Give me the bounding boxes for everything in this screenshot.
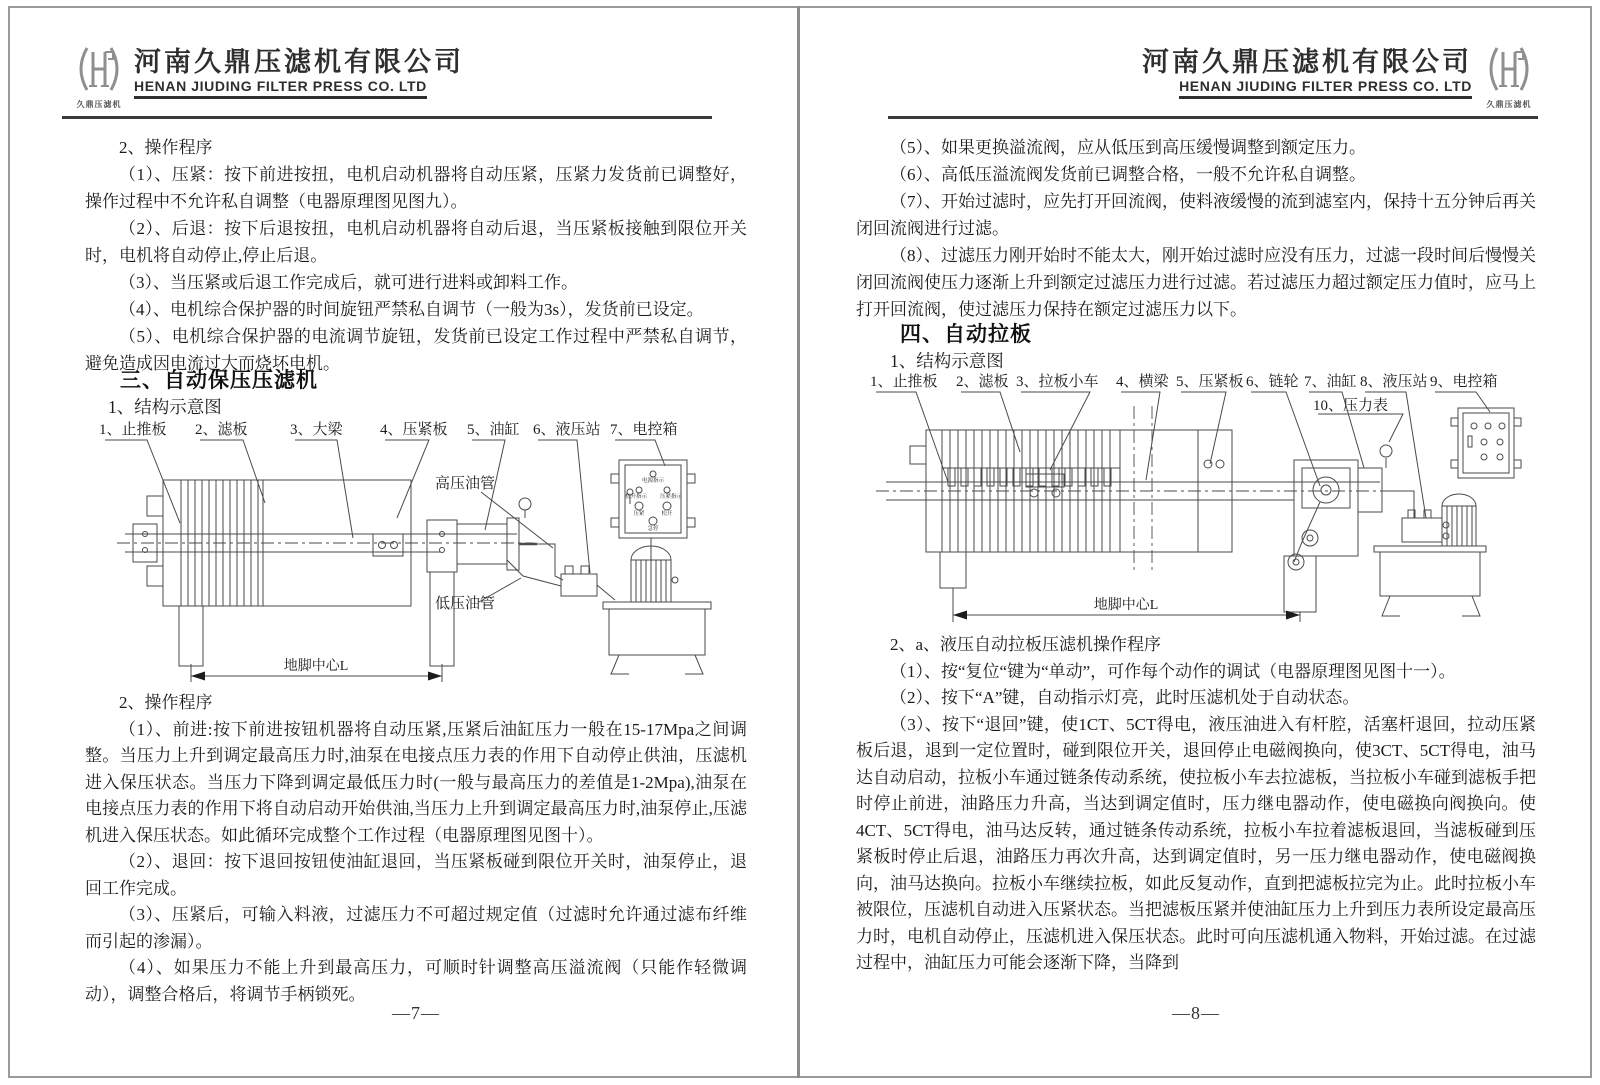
panel-label: 电源指示 [641,478,665,484]
diagram-part-label: 4、横梁 [1116,374,1169,390]
paragraph: （1）、压紧：按下前进按扭，电机启动机器将自动压紧，压紧力发货前已调整好，操作过程中不允许私自调整（电器原理图见图九）。 [85,165,747,211]
company-name-en: HENAN JIUDING FILTER PRESS CO. LTD [1179,78,1472,99]
company-logo-icon [74,44,124,96]
filter-press-drawing [886,430,1380,588]
paragraph: （5）、如果更换溢流阀，应从低压到高压缓慢调整到额定压力。 [890,138,1366,157]
company-name-en: HENAN JIUDING FILTER PRESS CO. LTD [134,78,427,99]
dimension-label: 地脚中心L [1093,598,1159,613]
page-number: —8— [1172,1003,1220,1023]
paragraph: （4）、电机综合保护器的时间旋钮严禁私自调节（一般为3s），发货前已设定。 [119,300,704,319]
paragraph: （1）、前进:按下前进按钮机器将自动压紧,压紧后油缸压力一般在15-17Mpa之间调整。当压力上升到调定最高压力时,油泵在电接点压力表的作用下自动停止供油，压滤机进入保压状态。当压力下降到调定最低压力时(一般与最高压力的差值是1-2Mpa),油泵在电接点压力表的作用下将自动启动开始供油,当压力上升到调定最高压力时,油泵停止,压滤机进入保压状态。如此循环完成整个工作过程（电器原理图见图十）。 [85,719,747,845]
paragraph: （2）、退回：按下退回按钮使油缸退回，当压紧板碰到限位开关时，油泵停止，退回工作完成。 [85,852,747,898]
paragraph: 2、a、液压自动拉板压滤机操作程序 [890,635,1162,654]
diagram-part-label: 5、油缸 [467,422,520,438]
logo-caption: 久鼎压滤机 [76,100,122,109]
diagram-part-label: 10、压力表 [1313,398,1389,414]
company-name-cn: 河南久鼎压滤机有限公司 [1142,47,1472,77]
pipe-label-high: 高压油管 [435,476,496,492]
paragraph: （6）、高低压溢流阀发货前已调整合格，一般不允许私自调整。 [890,165,1366,184]
header-left [72,44,722,118]
company-name-block [134,46,464,99]
page-number: —7— [392,1003,440,1023]
diagram-part-label: 6、液压站 [533,422,601,438]
structure-diagram-press [85,418,745,686]
subsection-heading: 1、结构示意图 [108,397,222,417]
paragraph: （2）、后退：按下后退按扭，电机启动机器将自动后退，当压紧板接触到限位开关时，电机将自动停止,停止后退。 [85,219,747,265]
section-heading: 四、自动拉板 [900,323,1032,346]
pipe-label-low: 低压油管 [435,596,496,612]
diagram-part-label: 7、油缸 [1304,374,1357,390]
diagram-part-label: 4、压紧板 [380,422,448,438]
paragraph: （4）、如果压力不能上升到最高压力，可顺时针调整高压溢流阀（只能作轻微调动），调整合格后，将调节手柄锁死。 [85,958,747,1004]
panel-label: 压紧 [633,511,645,517]
header-rule [888,116,1538,119]
subsection-heading: 1、结构示意图 [890,351,1004,371]
panel-label: 松开 [661,511,673,517]
cylinder-and-station-drawing [457,498,711,674]
right-top-paragraphs [856,134,1536,323]
paragraph: （3）、压紧后，可输入料液，过滤压力不可超过规定值（过滤时允许通过滤布纤维而引起的渗漏）。 [85,905,747,951]
paragraph: 2、操作程序 [119,693,213,712]
company-logo-icon [1484,44,1534,96]
break-lines [1134,406,1152,572]
label-leader-lines [105,440,665,573]
paragraph: 2、操作程序 [119,138,213,157]
logo-caption: 久鼎压滤机 [1486,100,1532,109]
diagram-part-label: 2、滤板 [956,374,1009,390]
header-rule [62,116,712,119]
left-bottom-paragraphs [85,690,747,1008]
panel-label: 松开指示 [624,494,648,500]
diagram-part-label: 6、链轮 [1246,374,1299,390]
company-name-block [1142,46,1472,99]
paragraph: （1）、按“复位“键为“单动”，可作每个动作的调试（电器原理图见图十一）。 [890,661,1456,681]
paragraph: （8）、过滤压力刚开始时不能太大，刚开始过滤时应没有压力，过滤一段时间后慢慢关闭回流阀使压力逐渐上升到额定过滤压力进行过滤。若过滤压力超过额定压力值时，应马上打开回流阀，使过滤压力保持在额定过滤压力以下。 [856,246,1536,319]
diagram-part-label: 1、止推板 [99,422,167,438]
diagram-part-label: 3、拉板小车 [1016,374,1099,390]
company-logo [1482,44,1536,110]
dimension-label: 地脚中心L [283,659,349,674]
section-heading: 三、自动保压压滤机 [120,369,318,392]
diagram-part-label: 5、压紧板 [1176,374,1244,390]
paragraph: （3）、按下“退回”键，使1CT、5CT得电，液压油进入有杆腔，活塞杆退回，拉动压紧板后退，退到一定位置时，碰到限位开关，退回停止电磁阀换向，使3CT、5CT得电，油马达自动启动，拉板小车通过链条传动系统，使拉板小车去拉滤板，当拉板小车碰到滤板手把时停止前进，油路压力升高，当达到调定值时，压力继电器动作，使电磁换向阀换向。使4CT、5CT得电，油马达反转，通过链条传动系统，拉板小车拉着滤板退回，当滤板碰到压紧板时停止后退，油路压力再次升高，达到调定值时，另一压力继电器动作，使电磁阀换向，油马达换向。拉板小车继续拉板，如此反复动作，直到把滤板拉完为止。此时拉板小车被限位，压滤机自动进入压紧状态。当把滤板压紧并使油缸压力上升到压力表所设定最高压力时，电机自动停止，压滤机进入保压状态。此时可向压滤机通入物料，开始过滤。在过滤过程中，油缸压力可能会逐渐下降，当降到 [856,714,1536,972]
paragraph: （5）、电机综合保护器的电流调节旋钮，发货前已设定工作过程中严禁私自调节，避免造成因电流过大而烧坏电机。 [85,327,747,373]
paragraph: （2）、按下“A”键，自动指示灯亮，此时压滤机处于自动状态。 [890,688,1360,707]
diagram-part-label: 1、止推板 [870,374,938,390]
page-divider [797,6,800,1078]
company-name-cn: 河南久鼎压滤机有限公司 [134,47,464,77]
structure-diagram-pullplate [858,372,1538,624]
diagram-part-label: 3、大梁 [290,422,343,438]
header-right [886,44,1536,118]
diagram-part-label: 9、电控箱 [1430,374,1498,390]
company-logo [72,44,126,110]
control-panel [1451,408,1521,478]
filter-press-drawing [125,480,517,666]
paragraph: （7）、开始过滤时，应先打开回流阀，使料液缓慢的流到滤室内，保持十五分钟后再关闭回流阀进行过滤。 [856,192,1536,238]
label-leader-lines [876,392,1490,518]
diagram-part-label: 7、电控箱 [610,422,678,438]
left-top-paragraphs [85,134,747,377]
panel-label: 急停 [647,526,659,532]
paragraph: （3）、当压紧或后退工作完成后，就可进行进料或卸料工作。 [119,273,578,292]
right-bottom-paragraphs [856,632,1536,977]
pipe-leader [481,492,553,548]
pipe-leader [479,578,521,602]
panel-label: 压紧指示 [659,494,683,500]
diagram-part-label: 2、滤板 [195,422,248,438]
diagram-part-label: 8、液压站 [1360,374,1428,390]
